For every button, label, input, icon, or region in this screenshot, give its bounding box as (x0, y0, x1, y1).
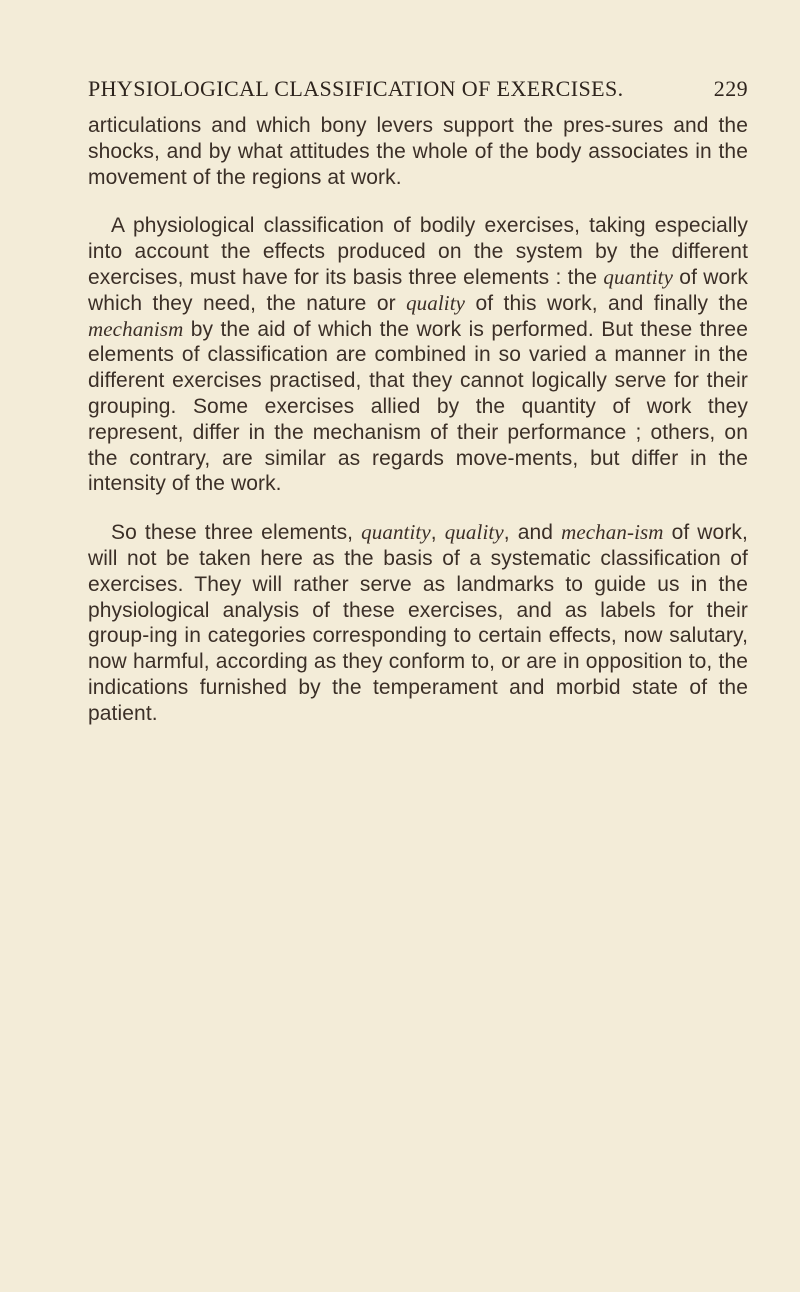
emphasis-quantity: quantity (361, 520, 431, 545)
paragraph-classification (88, 213, 748, 497)
emphasis-quality: quality (444, 520, 504, 545)
emphasis-mechanism: mechanism (88, 316, 184, 341)
paragraph-continuation (88, 113, 748, 190)
text-run: by the aid of which the work is performed. But these three elements of classification are combined in so varied a manner in the different exercises practised, that they cannot logically serve for their grouping. Some exercises allied by the quantity of work they represent, differ in the mechanism of their performance ; others, on the contrary, are similar as regards move-ments, but differ in the intensity of the work. (88, 317, 748, 496)
text-run: A physiological classification of bodily exercises, taking especially into account the effects produced on the system by the different exercises, must have for its basis three elements : the (88, 214, 748, 289)
text-run: of this work, and finally the (465, 291, 748, 315)
text-run: of work which they need, the nature or (88, 265, 749, 315)
text-run: So these three elements, (111, 521, 362, 545)
emphasis-quality: quality (406, 290, 466, 315)
text-run: of work, will not be taken here as the basis of a systematic classification of exercises. They will rather serve as landmarks to guide us in the physiological analysis of these exercises, and as labels for their group-ing in categories corresponding to certain effects, now salutary, now harmful, according as they conform to, or are in opposition to, the indications furnished by the temperament and morbid state of the patient. (88, 521, 748, 725)
paragraph-text: articulations and which bony levers support the pres-sures and the shocks, and by what attitudes the whole of the body associates in the movement of the regions at work. (88, 114, 748, 189)
emphasis-mechanism: mechan-ism (561, 520, 664, 545)
paragraph-landmarks (88, 520, 748, 726)
text-run: , and (503, 521, 562, 545)
page-content (88, 113, 748, 750)
page-number: 229 (713, 76, 748, 101)
running-header (88, 76, 748, 102)
emphasis-quantity: quantity (603, 264, 674, 289)
text-separator: , (430, 521, 445, 545)
header-title: PHYSIOLOGICAL CLASSIFICATION OF EXERCISES. (88, 76, 624, 101)
